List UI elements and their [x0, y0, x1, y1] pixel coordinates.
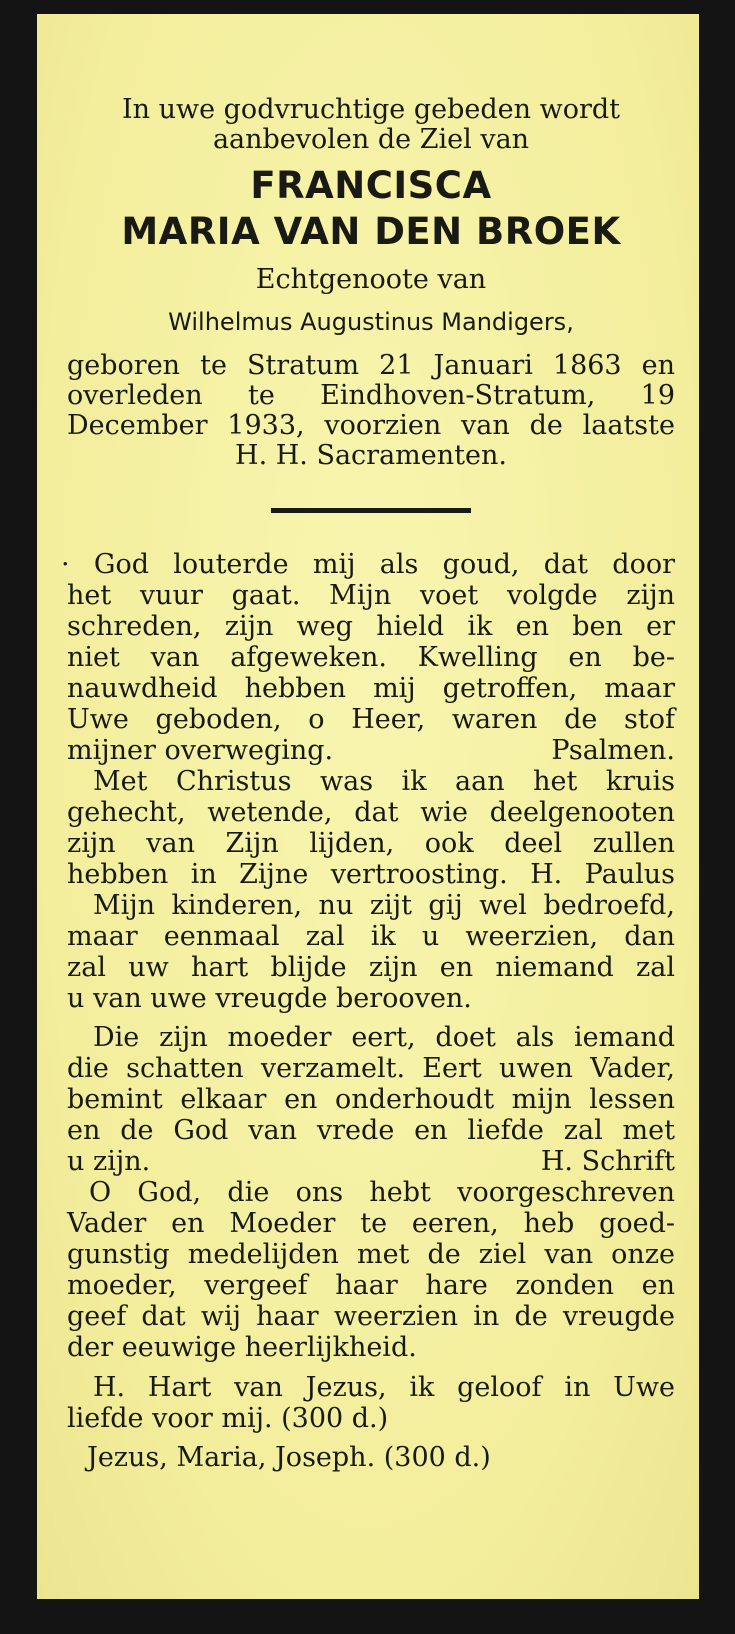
bio-line: H. H. Sacramenten. — [235, 440, 507, 471]
divider-rule — [271, 508, 471, 513]
spouse-name: Wilhelmus Augustinus Mandigers, — [168, 308, 574, 336]
verse-line: Uwe geboden, o Heer, waren de stof — [67, 704, 675, 735]
verse-source-line — [67, 735, 675, 767]
verse-line: hebben in Zijne vertroosting. H. Paulus — [67, 859, 675, 890]
verse-line: het vuur gaat. Mijn voet volgde zijn — [67, 580, 675, 611]
bio-line: overleden te Eindhoven-Stratum, 19 — [67, 380, 675, 411]
verse-source: H. Schrift — [540, 1146, 675, 1177]
memorial-card — [37, 14, 699, 1599]
prayer-line: geef dat wij haar weerzien in de vreugde — [67, 1301, 675, 1332]
invocation-line: Jezus, Maria, Joseph. (300 d.) — [87, 1442, 491, 1473]
prayer-line: der eeuwige heerlijkheid. — [67, 1332, 417, 1363]
deceased-name: FRANCISCA — [250, 164, 492, 207]
verse-text: mijner overweging. — [67, 735, 334, 766]
verse-line: niet van afgeweken. Kwelling en be- — [67, 642, 675, 673]
bio-line: December 1933, voorzien van de laatste — [67, 410, 675, 441]
header-line: aanbevolen de Ziel van — [212, 124, 530, 155]
verse-source: Psalmen. — [551, 735, 675, 766]
verse-line: maar eenmaal zal ik u weerzien, dan — [67, 921, 675, 952]
invocation-line: H. Hart van Jezus, ik geloof in Uwe — [93, 1372, 675, 1403]
bio-line: geboren te Stratum 21 Januari 1863 en — [67, 350, 675, 381]
verse-line: schreden, zijn weg hield ik en ben er — [67, 611, 675, 642]
invocation-line: liefde voor mij. (300 d.) — [67, 1403, 389, 1434]
prayer-line: Vader en Moeder te eeren, heb goed- — [67, 1208, 675, 1239]
verse-text: u zijn. — [67, 1146, 151, 1177]
prayer-line: moeder, vergeef haar hare zonden en — [67, 1270, 675, 1301]
prayer-line: O God, die ons hebt voorgeschreven — [89, 1177, 675, 1208]
header-line: In uwe godvruchtige gebeden wordt — [121, 94, 621, 125]
spouse-intro: Echtgenoote van — [255, 264, 487, 295]
verse-line: zal uw hart blijde zijn en niemand zal — [67, 952, 675, 983]
verse-line: gehecht, wetende, dat wie deelgenooten — [67, 797, 675, 828]
verse-line: bemint elkaar en onderhoudt mijn lessen — [67, 1084, 675, 1115]
verse-line: · God louterde mij als goud, dat door — [61, 549, 675, 580]
verse-line: Mijn kinderen, nu zijt gij wel bedroefd, — [93, 890, 675, 921]
verse-line: en de God van vrede en liefde zal met — [67, 1115, 675, 1146]
verse-line: u van uwe vreugde berooven. — [67, 983, 472, 1014]
verse-line: die schatten verzamelt. Eert uwen Vader, — [67, 1053, 675, 1084]
verse-line: zijn van Zijn lijden, ook deel zullen — [67, 828, 675, 859]
verse-line: nauwdheid hebben mij getroffen, maar — [67, 673, 675, 704]
verse-source-line — [67, 1146, 675, 1178]
verse-line: Die zijn moeder eert, doet als iemand — [93, 1022, 675, 1053]
verse-line: Met Christus was ik aan het kruis — [93, 766, 675, 797]
deceased-name: MARIA VAN DEN BROEK — [121, 210, 621, 253]
prayer-line: gunstig medelijden met de ziel van onze — [67, 1239, 675, 1270]
